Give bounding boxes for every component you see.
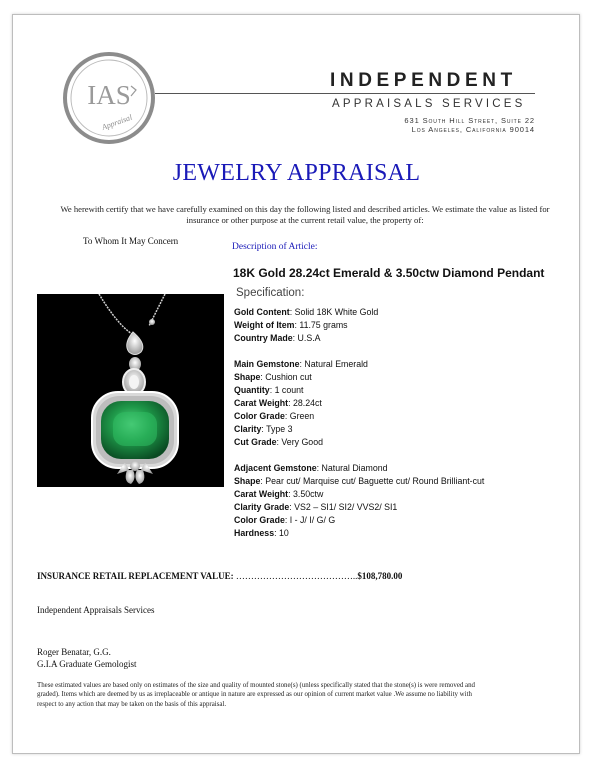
signer-title: G.I.A Graduate Gemologist	[37, 659, 137, 669]
spec-cut-grade: Cut Grade: Very Good	[234, 437, 323, 447]
spec-clarity-grade: Clarity Grade: VS2 – SI1/ SI2/ VVS2/ SI1	[234, 502, 398, 512]
recipient: To Whom It May Concern	[83, 236, 179, 246]
spec-adjacent-color-grade: Color Grade: I - J/ I/ G/ G	[234, 515, 336, 525]
description-label: Description of Article:	[232, 242, 318, 252]
signer-block	[37, 646, 136, 670]
spec-gold-content: Gold Content: Solid 18K White Gold	[234, 307, 379, 317]
firm-name: INDEPENDENT	[330, 70, 517, 91]
spec-main-color-grade: Color Grade: Green	[234, 411, 315, 421]
spec-main-carat-weight: Carat Weight: 28.24ct	[234, 398, 322, 408]
insurance-dots: …………………………………..	[235, 571, 358, 581]
specification-label: Specification:	[236, 287, 305, 299]
spec-quantity: Quantity: 1 count	[234, 385, 304, 395]
spec-hardness: Hardness: 10	[234, 528, 289, 538]
disclaimer-text: These estimated values are based only on estimates of the size and quality of mounted stone(s) (unless specifically stated that the stone(s) is were removed and graded). Items which are deemed by us as irreplaceable or antique in nature are expressed as our opinion of current market value .We assume no liability with respect to any action that may be taken on the basis of this appraisal.	[37, 682, 475, 708]
spec-main-shape: Shape: Cushion cut	[234, 372, 312, 382]
pendant-photo	[37, 294, 224, 487]
item-title: 18K Gold 28.24ct Emerald & 3.50ctw Diamond Pendant	[233, 266, 545, 280]
logo-initials: IAS	[87, 80, 131, 110]
insurance-value: $108,780.00	[357, 571, 403, 581]
insurance-label: INSURANCE RETAIL REPLACEMENT VALUE:	[37, 571, 234, 581]
specifications-list	[234, 306, 484, 540]
header-divider	[155, 93, 535, 94]
company-name: Independent Appraisals Services	[37, 605, 155, 615]
firm-subtitle: APPRAISALS SERVICES	[332, 98, 526, 110]
spec-adjacent-shape: Shape: Pear cut/ Marquise cut/ Baguette cut/ Round Brilliant-cut	[234, 476, 485, 486]
logo-ring-text: Appraisal	[100, 112, 134, 132]
insurance-value-line	[37, 571, 402, 581]
ias-logo	[63, 52, 155, 144]
spec-adjacent-gemstone: Adjacent Gemstone: Natural Diamond	[234, 463, 388, 473]
spec-country-made: Country Made: U.S.A	[234, 333, 321, 343]
spec-weight-of-item: Weight of Item: 11.75 grams	[234, 320, 348, 330]
document-title: JEWELRY APPRAISAL	[172, 160, 421, 186]
signer-name: Roger Benatar, G.G.	[37, 647, 111, 657]
spec-main-gemstone: Main Gemstone: Natural Emerald	[234, 359, 368, 369]
address-line-2: Los Angeles, California 90014	[411, 125, 535, 134]
spec-adjacent-carat-weight: Carat Weight: 3.50ctw	[234, 489, 324, 499]
spec-clarity: Clarity: Type 3	[234, 424, 293, 434]
address-line-1: 631 South Hill Street, Suite 22	[404, 116, 535, 125]
certification-text: We herewith certify that we have carefully examined on this day the following listed and described articles. We estimate the value as listed for insurance or other purpose at the current retail value, the property of:	[60, 204, 550, 225]
